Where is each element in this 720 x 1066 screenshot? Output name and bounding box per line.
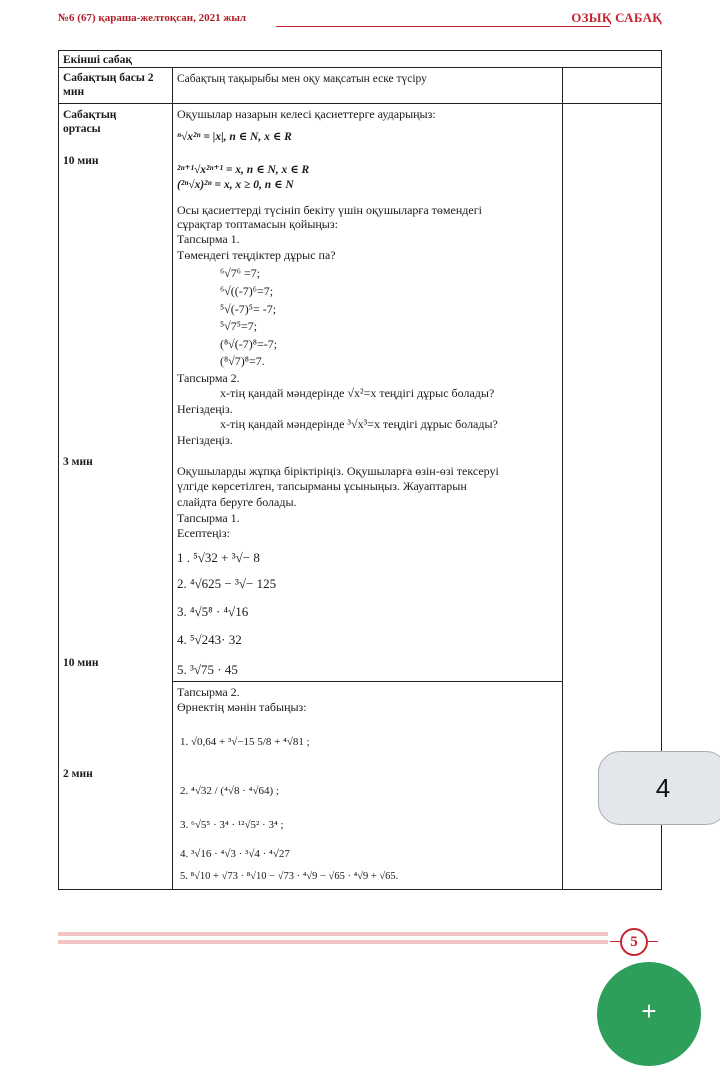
task-2-title-2: Тапсырма 2.	[177, 685, 240, 699]
text-line: Төмендегі теңдіктер дұрыс па?	[177, 248, 336, 262]
task-2-title: Тапсырма 2.	[177, 371, 240, 385]
table-divider	[58, 103, 662, 104]
expression-item: 2. ⁴√32 / (⁴√8 · ⁴√64) ;	[180, 785, 279, 797]
calc-item: 2. ⁴√625 − ³√− 125	[177, 576, 277, 591]
plus-icon: +	[641, 996, 657, 1026]
equality-item: (⁸√(-7)⁸=-7;	[220, 337, 278, 351]
equality-item: ⁶√((-7)⁶=7;	[220, 284, 274, 298]
page-tick	[610, 941, 620, 942]
header-rule	[276, 26, 610, 27]
calc-item: 5. ³√75 · 45	[177, 662, 238, 677]
calc-item: 1 . ⁵√32 + ³√− 8	[177, 550, 260, 565]
page-number: 5	[620, 928, 648, 956]
count-bubble[interactable]: 4	[598, 751, 720, 825]
calc-label: Есептеңіз:	[177, 526, 230, 540]
expression-item: 5. ⁸√10 + √73 · ⁸√10 − √73 · ⁴√9 − √65 · ⁴√9 + √65.	[180, 871, 399, 882]
time-2min: 2 мин	[63, 768, 93, 780]
calc-item: 4. ⁵√243· 32	[177, 632, 242, 647]
equality-item: (⁸√7)⁸=7.	[220, 354, 265, 368]
page-tick	[648, 941, 658, 942]
text-line: Оқушыларды жұпқа біріктіріңіз. Оқушыларға өзін-өзі тексеруі	[177, 464, 499, 478]
lesson-start-text: Сабақтың тақырыбы мен оқу мақсатын еске түсіру	[177, 73, 427, 85]
justify-line: Негіздеңіз.	[177, 402, 233, 416]
table-divider	[562, 67, 563, 889]
question-line: х-тің қандай мәндерінде √x²=x теңдігі дұрыс болады?	[220, 386, 495, 400]
expression-item: 3. ⁶√5⁵ · 3⁴ · ¹²√5² · 3⁴ ;	[180, 819, 284, 831]
table-divider	[172, 681, 562, 682]
calc-item: 3. ⁴√5⁸ · ⁴√16	[177, 604, 249, 619]
text-line: слайдта беруге болады.	[177, 495, 297, 509]
table-title: Екінші сабақ	[63, 54, 133, 66]
time-10min-2: 10 мин	[63, 657, 99, 669]
formula-2: ²ⁿ⁺¹√x²ⁿ⁺¹ = x, n ∈ N, x ∈ R	[177, 164, 310, 176]
issue-info: №6 (67) қараша-желтоқсан, 2021 жыл	[58, 12, 247, 24]
question-line: х-тің қандай мәндерінде ³√x³=x теңдігі дұрыс болады?	[220, 417, 498, 431]
expression-item: 4. ³√16 · ⁴√3 · ³√4 · ⁴√27	[180, 848, 290, 860]
text-line: үлгіде көрсетілген, тапсырманы ұсыныңыз. Жауаптарын	[177, 479, 467, 493]
task-1-title-2: Тапсырма 1.	[177, 511, 240, 525]
floating-action-button[interactable]	[597, 962, 701, 1066]
intro-line: Оқушылар назарын келесі қасиеттерге аударыңыз:	[177, 107, 436, 121]
justify-line: Негіздеңіз.	[177, 433, 233, 447]
lesson-start-label: Сабақтың басы 2 мин	[63, 72, 154, 98]
equality-item: ⁶√7⁶ =7;	[220, 266, 261, 280]
table-divider	[172, 67, 173, 889]
text-line: сұрақтар топтамасын қойыңыз:	[177, 217, 338, 231]
expression-item: 1. √0,64 + ³√−15 5/8 + ⁴√81 ;	[180, 736, 310, 748]
footer-stripe	[58, 932, 608, 936]
equality-item: ⁵√7⁵=7;	[220, 319, 258, 333]
section-title: ОЗЫҚ САБАҚ	[571, 10, 662, 25]
text-line: Осы қасиеттерді түсініп бекіту үшін оқушыларға төмендегі	[177, 203, 482, 217]
task-2-subtitle: Өрнектің мәнін табыңыз:	[177, 700, 307, 714]
task-1-title: Тапсырма 1.	[177, 232, 240, 246]
lesson-middle-label: Сабақтың ортасы	[63, 109, 117, 135]
table-divider	[58, 67, 662, 68]
equality-item: ⁵√(-7)⁵= -7;	[220, 302, 277, 316]
footer-stripe	[58, 940, 608, 944]
page-header	[58, 8, 662, 32]
time-10min: 10 мин	[63, 155, 99, 167]
time-3min: 3 мин	[63, 456, 93, 468]
formula-1: ⁿ√x²ⁿ = |x|, n ∈ N, x ∈ R	[177, 131, 292, 143]
formula-3: (²ⁿ√x)²ⁿ = x, x ≥ 0, n ∈ N	[177, 179, 294, 191]
